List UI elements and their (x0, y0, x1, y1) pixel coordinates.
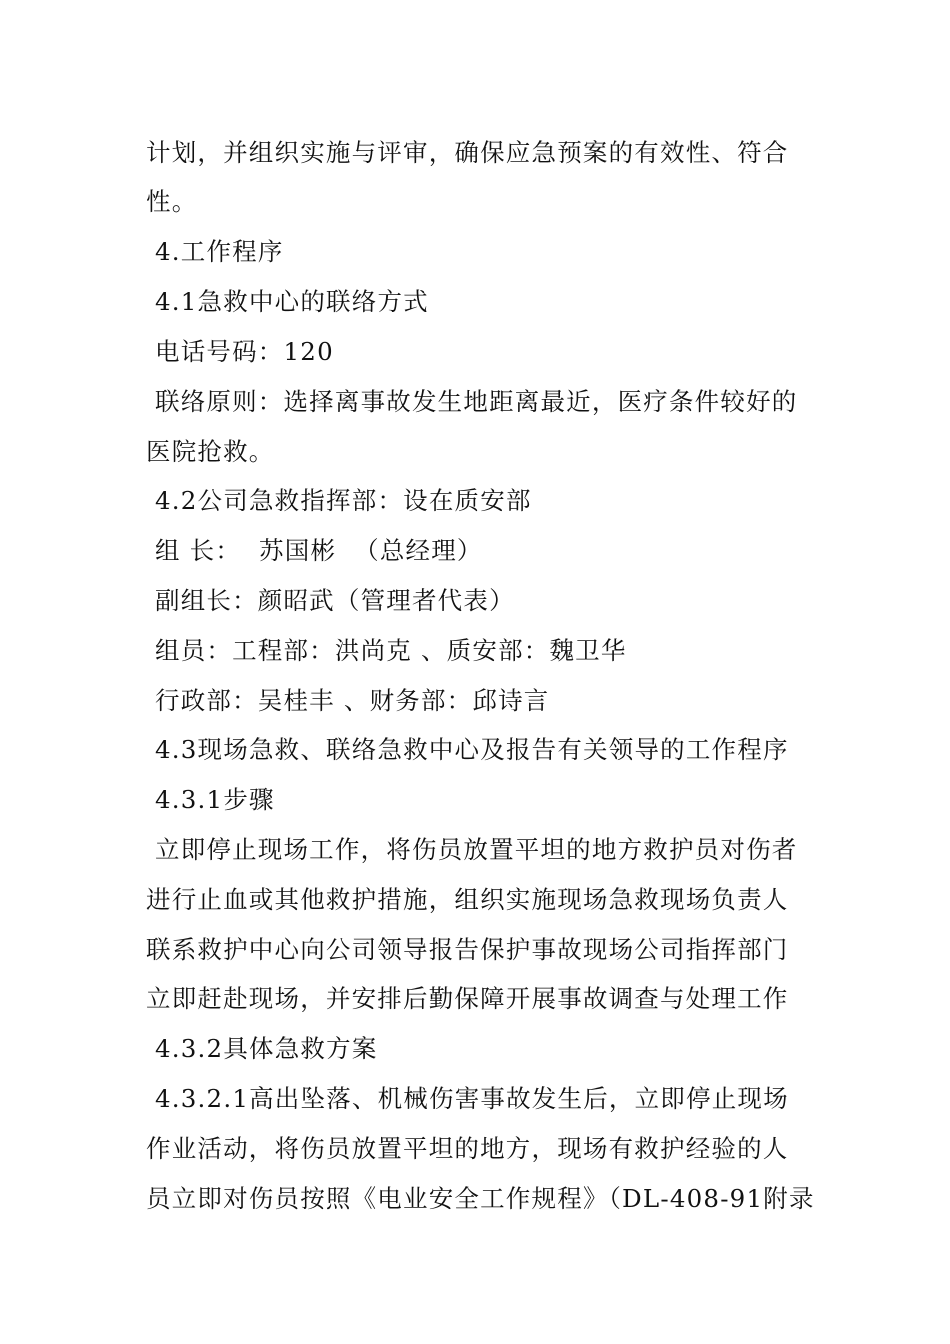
text-line: 联络原则：选择离事故发生地距离最近，医疗条件较好的 (146, 387, 798, 416)
text-line: 电话号码：120 (146, 337, 334, 366)
subsection-heading: 4.1急救中心的联络方式 (146, 287, 429, 316)
subsection-heading: 4.3.1步骤 (146, 785, 275, 814)
text-line: 计划，并组织实施与评审，确保应急预案的有效性、符合 (146, 138, 789, 167)
text-line: 组 长： 苏国彬 （总经理） (146, 536, 483, 565)
subsection-heading: 4.3现场急救、联络急救中心及报告有关领导的工作程序 (146, 735, 789, 764)
subsection-heading: 4.3.2具体急救方案 (146, 1034, 378, 1063)
text-line: 联系救护中心向公司领导报告保护事故现场公司指挥部门 (146, 935, 789, 964)
text-line: 性。 (146, 187, 198, 216)
text-line: 员立即对伤员按照《电业安全工作规程》（DL-408-91附录 (146, 1184, 815, 1213)
text-line: 进行止血或其他救护措施，组织实施现场急救现场负责人 (146, 885, 789, 914)
text-line: 作业活动，将伤员放置平坦的地方，现场有救护经验的人 (146, 1134, 789, 1163)
text-line: 医院抢救。 (146, 437, 275, 466)
text-line: 4.3.2.1高出坠落、机械伤害事故发生后，立即停止现场 (146, 1084, 789, 1113)
text-line: 行政部：吴桂丰 、财务部：邱诗言 (146, 686, 550, 715)
text-line: 组员：工程部：洪尚克 、质安部：魏卫华 (146, 636, 627, 665)
section-heading: 4.工作程序 (146, 237, 284, 266)
text-line: 副组长：颜昭武（管理者代表） (146, 586, 515, 615)
text-line: 立即停止现场工作，将伤员放置平坦的地方救护员对伤者 (146, 835, 798, 864)
text-line: 立即赶赴现场，并安排后勤保障开展事故调查与处理工作 (146, 984, 789, 1013)
subsection-heading: 4.2公司急救指挥部：设在质安部 (146, 486, 532, 515)
